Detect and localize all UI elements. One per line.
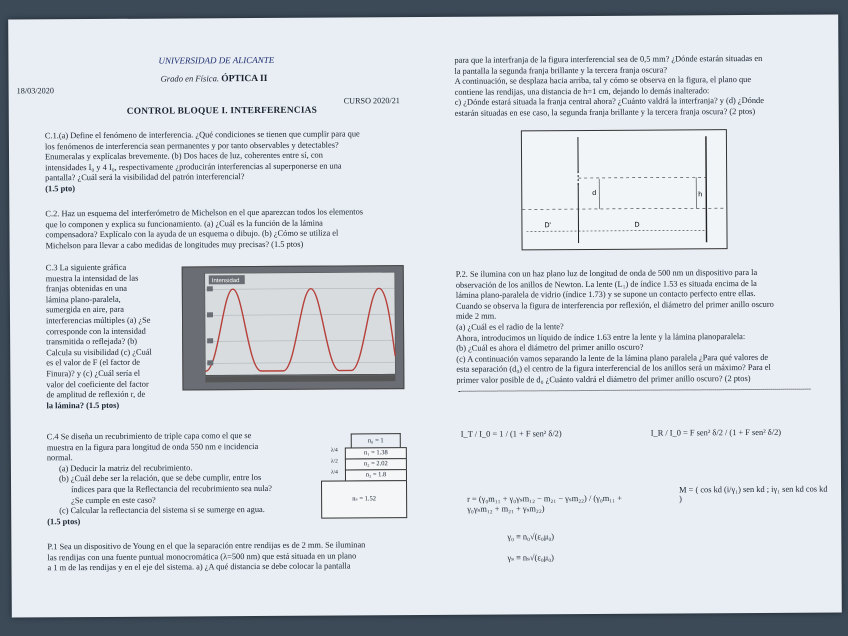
formula-ir-lhs: I_R / I_0 xyxy=(650,428,681,438)
layer-n0: n₀ = 1 xyxy=(351,433,401,448)
course-name: ÓPTICA II xyxy=(221,73,268,85)
c1-line: C.1.(a) Define el fenómeno de interferencia. ¿Qué condiciones se tienen que cumplir para que xyxy=(44,129,360,141)
p2-line: (a) ¿Cuál es el radio de la lente? xyxy=(456,322,564,332)
c3-line: franjas obtenidas en una xyxy=(45,284,128,294)
formula-r: r = (γ₀m₁₁ + γ₀γₛm₁₂ − m₂₁ − γₛm₂₂) / (γ₀m₁₁ + γ₀γₛm₁₂ + m₂₁ + γₛm₂₂) xyxy=(467,493,622,514)
question-c2 xyxy=(45,207,435,252)
c4-line: muestra en la figura para longitud de onda 550 nm e incidencia xyxy=(46,441,259,452)
formula-ys: γₛ ≡ nₛ√(ε₀μ₀) xyxy=(507,553,554,563)
p1c-line: c) ¿Dónde estará situada la franja central ahora? ¿Cuánto valdrá la interfranja? y (d) ¿Dónde xyxy=(454,96,764,108)
p2-line: Cuando se observa la figura de interferencia por reflexión, el diámetro del primer anillo oscuro xyxy=(455,299,774,311)
c3-line: lámina plano-paralela, xyxy=(45,294,121,305)
formula-m: M = ( cos kd (i/γ₁) sen kd ; iγ₁ sen kd cos kd ) xyxy=(679,484,828,504)
c4-item: índices para que la Reflectancia del recubrimiento sea nula? xyxy=(71,483,272,495)
p1c-line: contiene las rendijas, una distancia de h=1 cm, dejando lo demás inalterado: xyxy=(454,86,710,97)
p1-line: a 1 m de las rendijas y en el eje del sistema. a) ¿A qué distancia se debe colocar la pantalla xyxy=(47,561,351,573)
formula-ir: I_R / I_0 = F sen² δ/2 / (1 + F sen² δ/2) xyxy=(650,427,782,438)
layer-tag: λ/2 xyxy=(330,458,338,465)
question-c3 xyxy=(46,263,179,412)
p2-line: lámina plano-paralela de vidrio (índice 1.73) y se supone un contacto perfecto entre ellas. xyxy=(455,289,756,300)
c4-item: ¿Se cumple en este caso? xyxy=(71,495,156,505)
c3-line: Calcula su visibilidad (c) ¿Cuál xyxy=(46,347,152,358)
p1c-line: estarán situadas en ese caso, la segunda franja brillante y la tercera franja oscura? (2 ptos) xyxy=(454,106,756,118)
exam-date: 18/03/2020 xyxy=(16,86,54,96)
c1-line: Enumeralas y explícalas brevemente. (b) Dos haces de luz, coherentes entre sí, con xyxy=(44,150,323,162)
formula-y0: γ₀ ≡ n₀√(ε₀μ₀) xyxy=(507,532,555,542)
p2-line: primer valor posible de d₀ ¿Cuánto valdrá el diámetro del primer anillo oscuro? (2 ptos) xyxy=(456,373,751,385)
label-dprime: D' xyxy=(544,222,551,230)
chart-label: Intensidad xyxy=(211,278,240,285)
c4-item: (b) ¿Cuál debe ser la relación, que se debe cumplir, entre los xyxy=(58,473,262,484)
exam-sheet xyxy=(8,14,842,617)
c3-line: interferencias múltiples (a) ¿Se xyxy=(45,315,151,326)
p2-line: P.2. Se ilumina con un haz plano luz de longitud de onda de 500 nm un dispositivo para la xyxy=(455,267,758,279)
c4-line: normal. xyxy=(46,453,73,463)
c3-line: de amplitud de reflexión r, de xyxy=(46,389,146,400)
layer-n1: n₁ = 1.38 xyxy=(345,447,407,459)
c2-line: C.2. Haz un esquema del interferómetro de Michelson en el que aparezcan todos los elementos xyxy=(45,207,364,219)
p1c-line: A continuación, se desplaza hacia arriba, tal y cómo se observa en la figura, el plano que xyxy=(454,75,752,87)
academic-year: CURSO 2020/21 xyxy=(343,96,400,106)
p2-line: (c) A continuación vamos separando la lente de la lámina plano paralela ¿Para qué valores de xyxy=(456,352,769,364)
c1-line: intensidades I₀ y 4 I₀, respectivamente ¿producirán interferencias al superponerse en una xyxy=(45,161,342,173)
p1-line: las rendijas con una fuente puntual monocromática (λ=500 nm) que está situada en un plano xyxy=(47,551,357,562)
p2-line: mide 2 mm. xyxy=(455,311,497,322)
c1-line: los fenómenos de interferencia sean permanentes y por tanto observables y detectables? xyxy=(44,140,339,151)
p1-line: P.1 Sea un dispositivo de Young en el que la separación entre rendijas es de 2 mm. Se iluminan xyxy=(47,540,366,552)
c4-points: (1.5 ptos) xyxy=(47,516,81,527)
formula-ir-rhs: F sen² δ/2 / (1 + F sen² δ/2) xyxy=(689,427,782,438)
c4-item: (c) Calcular la reflectancia del sistema si se sumerge en agua. xyxy=(59,505,265,516)
young-setup-figure xyxy=(521,129,728,250)
label-h: h xyxy=(698,191,703,199)
formula-it: I_T / I_0 = 1 / (1 + F sen² δ/2) xyxy=(460,429,562,439)
coating-layers-diagram xyxy=(319,433,410,524)
layer-tag: λ/4 xyxy=(330,447,338,454)
c1-line: pantalla? ¿Cuál será la visibilidad del patrón interferencial? xyxy=(45,172,245,183)
c4-line: C.4 Se diseña un recubrimiento de triple capa como el que se xyxy=(46,431,252,442)
p1c-line: para que la interfranja de la figura interferencial sea de 0,5 mm? ¿Dónde estarán situadas en xyxy=(454,53,763,65)
question-c1 xyxy=(45,129,435,195)
p2-line: Ahora, introducimos un líquido de índice 1.63 entre la lente y la lámina planoparalela: xyxy=(456,331,746,343)
problem-p2 xyxy=(456,268,833,387)
dotted-separator xyxy=(458,389,810,392)
layer-n2: n₂ = 2.02 xyxy=(345,458,407,470)
problem-p1 xyxy=(47,540,437,574)
formula-it-rhs: 1 / (1 + F sen² δ/2) xyxy=(499,429,562,439)
question-c4 xyxy=(47,431,318,528)
p2-line: (b) ¿Cuál es ahora el diámetro del primer anillo oscuro? xyxy=(456,342,644,353)
c3-line: corresponde con la intensidad xyxy=(46,326,146,336)
substrate-ns: nₛ = 1.52 xyxy=(321,480,407,519)
c4-item: (a) Deducir la matriz del recubrimiento. xyxy=(58,463,193,474)
c3-line: es el valor de F (el factor de xyxy=(46,358,141,368)
p1c-line: la pantalla la segunda franja brillante y la tercera franja oscura? xyxy=(454,65,668,76)
c2-line: que lo componen y explica su funcionamiento. (a) ¿Cuál es la función de la lámina xyxy=(45,218,323,229)
layer-tag: λ/4 xyxy=(330,469,338,476)
c3-line: Finura)? y (c) ¿Cuál sería el xyxy=(46,368,141,379)
c3-line: la lámina? (1.5 ptos) xyxy=(46,400,120,411)
c3-line: transmitida o reflejada? (b) xyxy=(46,336,138,347)
c2-line: Michelson para llevar a cabo medidas de longitudes muy precisas? (1.5 ptos) xyxy=(45,239,304,251)
intensity-chart-svg xyxy=(183,266,404,389)
layer-n3: n₃ = 1.8 xyxy=(345,469,407,481)
degree-line xyxy=(161,73,268,85)
p2-line: esta separación (d₀) el centro de la figura interferencial de los anillos será un máximo? Para el xyxy=(456,363,771,375)
degree-prefix: Grado en Física. xyxy=(160,73,220,84)
c3-line: valor del coeficiente del factor xyxy=(46,379,149,389)
formula-it-lhs: I_T / I_0 xyxy=(460,429,491,439)
intensity-chart xyxy=(182,265,405,390)
c2-line: compensadora? Explícalo con la ayuda de un esquema o dibujo. (b) ¿Cómo se utiliza el xyxy=(45,228,339,240)
university-name: UNIVERSIDAD DE ALICANTE xyxy=(158,54,275,66)
c3-line: sumergida en aire, para xyxy=(45,305,124,315)
c3-line: muestra la intensidad de las xyxy=(45,273,139,283)
young-setup-svg xyxy=(522,130,727,249)
c3-line: C.3 La siguiente gráfica xyxy=(45,262,127,273)
c1-points: (1.5 pto) xyxy=(45,184,76,194)
p2-line: observación de los anillos de Newton. La lente (L₁) de índice 1.53 es situada encima de la xyxy=(455,278,757,290)
exam-title: CONTROL BLOQUE I. INTERFERENCIAS xyxy=(126,105,318,117)
problem-p1-continued xyxy=(454,54,830,120)
label-d: d xyxy=(592,189,597,197)
label-D: D xyxy=(634,221,640,229)
